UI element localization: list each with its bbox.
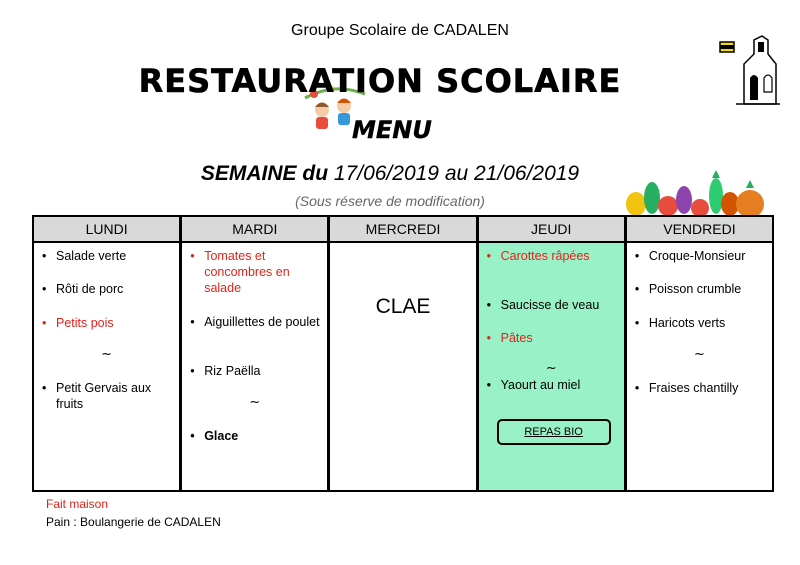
menu-item: • Petit Gervais aux fruits: [42, 380, 173, 412]
menu-item: • Haricots verts: [635, 315, 766, 331]
weekly-menu-table: [32, 215, 774, 492]
menu-item: • Saucisse de veau: [487, 297, 618, 313]
menu-item: • Aiguillettes de poulet: [190, 314, 321, 330]
menu-item: • Fraises chantilly: [635, 380, 766, 396]
day-header-mardi: MARDI: [182, 217, 327, 243]
page-title: RESTAURATION SCOLAIRE: [138, 62, 622, 100]
organic-meal-badge: REPAS BIO: [497, 419, 611, 445]
modification-note: (Sous réserve de modification): [295, 193, 485, 209]
clae-label: CLAE: [375, 295, 431, 318]
day-column-jeudi: [479, 217, 624, 490]
church-logo-icon: [716, 34, 782, 106]
menu-item: • Riz Paëlla: [190, 363, 321, 379]
menu-item: • Croque-Monsieur: [635, 248, 766, 264]
vegetables-illustration: [622, 168, 772, 220]
separator: ~: [249, 395, 261, 410]
menu-item-homemade: • Pâtes: [487, 330, 618, 346]
bread-supplier: Pain : Boulangerie de CADALEN: [46, 515, 221, 529]
day-header-jeudi: JEUDI: [479, 217, 624, 243]
separator: ~: [545, 361, 557, 376]
separator: ~: [101, 347, 113, 362]
menu-item-homemade: • Petits pois: [42, 315, 173, 331]
day-column-lundi: [34, 217, 179, 490]
day-header-lundi: LUNDI: [34, 217, 179, 243]
menu-item: • Yaourt au miel: [487, 377, 618, 393]
day-column-mardi: [182, 217, 327, 490]
homemade-legend: Fait maison: [46, 497, 109, 511]
menu-item: • Poisson crumble: [635, 281, 766, 297]
menu-item: • Salade verte: [42, 248, 173, 264]
menu-item-homemade: • Carottes râpées: [487, 248, 618, 264]
menu-item: • Glace: [190, 428, 321, 444]
week-prefix: SEMAINE du: [200, 162, 329, 185]
menu-item: • Rôti de porc: [42, 281, 173, 297]
organization-name: Groupe Scolaire de CADALEN: [291, 22, 509, 39]
day-column-mercredi: [330, 217, 475, 490]
separator: ~: [693, 347, 705, 362]
week-dates: 17/06/2019 au 21/06/2019: [328, 162, 580, 185]
day-column-vendredi: [627, 217, 772, 490]
menu-label: MENU: [352, 116, 432, 144]
day-header-mercredi: MERCREDI: [330, 217, 475, 243]
menu-item-homemade: • Tomates et concombres en salade: [190, 248, 321, 296]
day-header-vendredi: VENDREDI: [627, 217, 772, 243]
